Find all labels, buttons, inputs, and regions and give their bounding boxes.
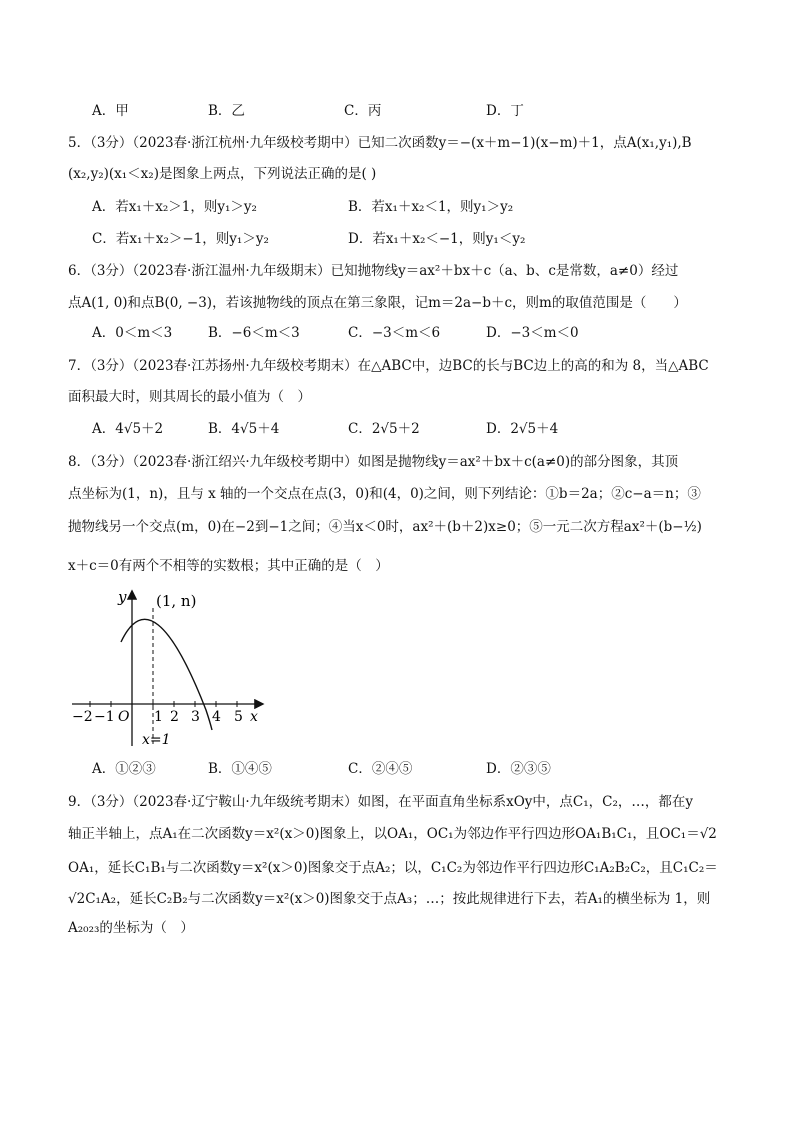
q9-stem-line2: 轴正半轴上，点A₁在二次函数y＝x²(x＞0)图象上，以OA₁，OC₁为邻边作平行四边形OA₁B₁C₁，且OC₁＝√2 [68,826,717,842]
x-tick-label: 3 [191,709,200,725]
origin-label: O [118,709,130,725]
x-tick-label: −1 [94,709,115,725]
q7-option-c[interactable]: C．2√5＋2 [348,421,420,437]
q6-option-c[interactable]: C．−3＜m＜6 [348,325,441,341]
q8-option-c[interactable]: C．②④⑤ [348,761,413,777]
q5-option-c[interactable]: C．若x₁＋x₂＞−1，则y₁＞y₂ [92,231,269,247]
q9-stem-line1: 9．（3分）（2023春·辽宁鞍山·九年级统考期末）如图，在平面直角坐标系xOy中，点C₁，C₂，…，都在y [68,794,694,810]
x-axis-label: x [250,709,258,725]
q5-option-a[interactable]: A．若x₁＋x₂＞1，则y₁＞y₂ [92,199,257,215]
x-tick-label: −2 [72,709,93,725]
q6-option-d[interactable]: D．−3＜m＜0 [486,325,579,341]
q5-stem-line2: (x₂,y₂)(x₁＜x₂)是图象上两点，下列说法正确的是( ) [68,166,377,182]
x-tick-label: 5 [234,709,243,725]
q5-stem-line1: 5．（3分）（2023春·浙江杭州·九年级校考期中）已知二次函数y＝−(x＋m−1)(x−m)＋1，点A(x₁,y₁),B [68,135,692,151]
q9-stem-line4: √2C₁A₂，延长C₂B₂与二次函数y＝x²(x＞0)图象交于点A₃；…；按此规律进行下去，若A₁的横坐标为 1，则 [68,891,711,907]
q4-option-b[interactable]: B．乙 [208,103,245,119]
q8-option-b[interactable]: B．①④⑤ [208,761,272,777]
q4-option-c[interactable]: C．丙 [344,103,382,119]
q8-stem-line4: x＋c＝0有两个不相等的实数根；其中正确的是（ ） [68,558,389,574]
vertex-label: (1, n) [156,592,197,610]
q8-stem-line3: 抛物线另一个交点(m，0)在−2到−1之间；④当x＜0时，ax²＋(b＋2)x≥0；⑤一元二次方程ax²＋(b−½) [68,519,702,535]
x-tick-label: 4 [212,709,221,725]
q6-option-a[interactable]: A．0＜m＜3 [92,325,173,341]
q8-option-d[interactable]: D．②③⑤ [486,761,551,777]
y-axis-label: y [118,588,127,606]
q4-option-a[interactable]: A．甲 [92,103,129,119]
q6-option-b[interactable]: B．−6＜m＜3 [208,325,300,341]
x-tick-label: 2 [170,709,179,725]
q5-option-b[interactable]: B．若x₁＋x₂＜1，则y₁＞y₂ [348,199,514,215]
q9-stem-line5: A₂₀₂₃的坐标为（ ） [68,920,194,936]
q8-stem-line2: 点坐标为(1，n)，且与 x 轴的一个交点在点(3，0)和(4，0)之间，则下列结论：①b＝2a；②c−a＝n；③ [68,486,701,502]
q7-option-b[interactable]: B．4√5＋4 [208,421,280,437]
q8-option-a[interactable]: A．①②③ [92,761,156,777]
q6-stem-line1: 6．（3分）（2023春·浙江温州·九年级期末）已知抛物线y＝ax²＋bx＋c（a、b、c是常数，a≠0）经过 [68,263,679,279]
q9-stem-line3: OA₁，延长C₁B₁与二次函数y＝x²(x＞0)图象交于点A₂；以，C₁C₂为邻边作平行四边形C₁A₂B₂C₂，且C₁C₂＝ [68,860,718,876]
q7-stem-line2: 面积最大时，则其周长的最小值为（ ） [68,389,311,405]
q8-parabola-graph [66,584,276,750]
q6-stem-line2: 点A(1, 0)和点B(0, −3)，若该抛物线的顶点在第三象限，记m＝2a−b＋c，则m的取值范围是（ ） [68,295,687,311]
q8-stem-line1: 8．（3分）（2023春·浙江绍兴·九年级校考期中）如图是抛物线y＝ax²＋bx＋c(a≠0)的部分图象，其顶 [68,454,679,470]
q7-option-a[interactable]: A．4√5＋2 [92,421,164,437]
q7-option-d[interactable]: D．2√5＋4 [486,421,559,437]
symmetry-axis-label: x=1 [142,732,171,748]
q4-option-d[interactable]: D．丁 [486,103,524,119]
q5-option-d[interactable]: D．若x₁＋x₂＜−1，则y₁＜y₂ [348,231,526,247]
x-tick-label: 1 [154,709,163,725]
q7-stem-line1: 7．（3分）（2023春·江苏扬州·九年级校考期末）在△ABC中，边BC的长与BC边上的高的和为 8，当△ABC [68,358,709,374]
